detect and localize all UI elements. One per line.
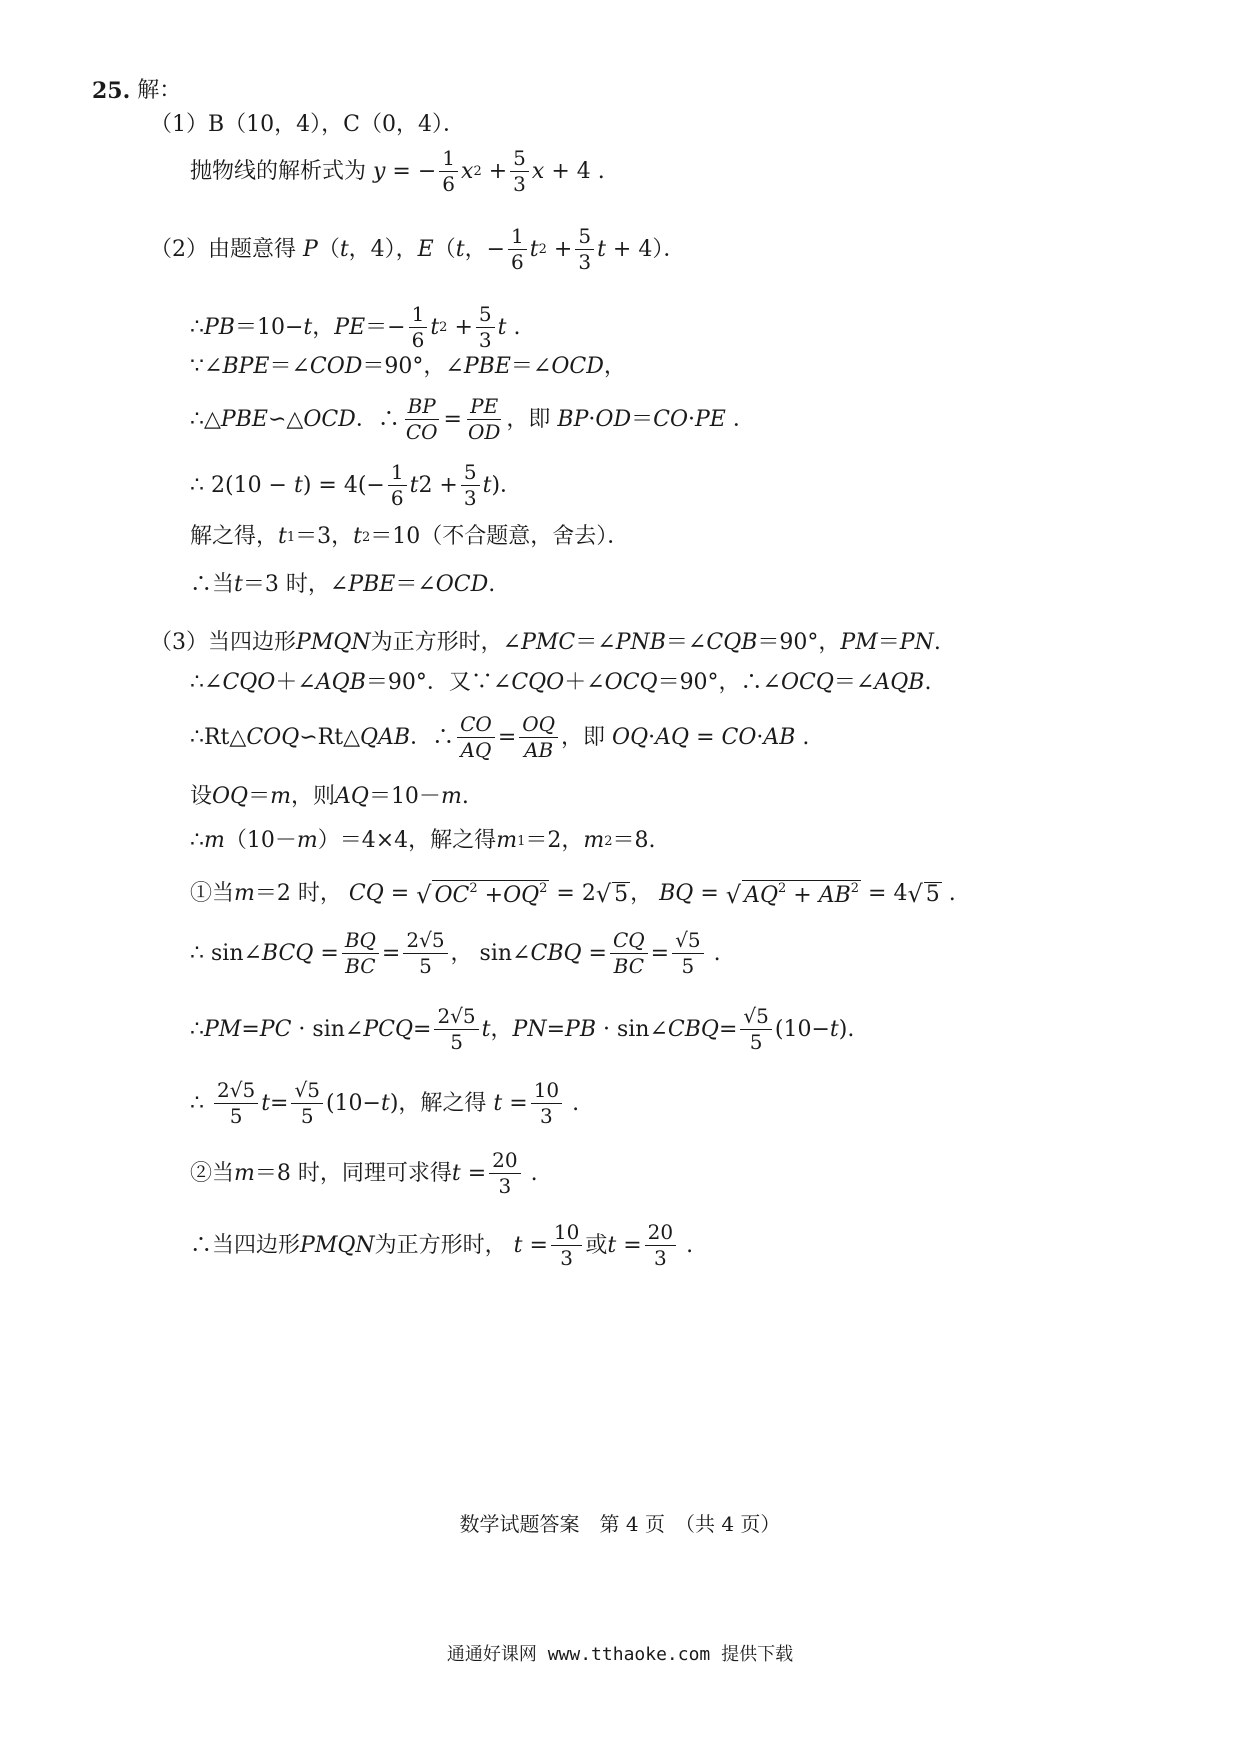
part1-parabola-prefix: 抛物线的解析式为 [190, 158, 367, 184]
download-watermark: 通通好课网 www.tthaoke.com 提供下载 [446, 1644, 794, 1665]
problem-heading: 解： [137, 78, 182, 103]
part2-equation-line: ∴ 2(10 − t ) = 4(− $\frac{1}{6}$ t 2 + $\frac{5}{3}$ t )． [190, 460, 523, 510]
part3-final-line: ∴当四边形 PMQN 为正方形时， t = $\frac{10}{3}$ 或 t = $\frac{20}{3}$ . [190, 1220, 694, 1270]
part3-case1-lengths-line: ①当 m ＝2 时， CQ = √ $OC^2 +OQ^2$ = 2 √ 5 ， BQ = √ $AQ^2 + AB^2$ = 4 √ 5 . [190, 879, 956, 909]
part2-intro-line: （2） 由题意得 P （ t ，4）， E （ t ，− $\frac{1}{6}$ t 2 + $\frac{5}{3}$ t + 4）． [150, 224, 686, 274]
part2-label: （2） [150, 236, 208, 262]
part1-coords-line [150, 114, 465, 136]
part3-set-line: 设 OQ ＝ m ，则 AQ ＝10－ m . [190, 784, 469, 809]
part2-solve-line: 解之得， t 1 ＝3， t 2 ＝10（不合题意，舍去）． [190, 524, 630, 549]
part2-similar-line: ∴△ PBE ∽△ OCD ．∴ $\frac{BP}{CO}$ = $\frac{PE}{OD}$ ，即 BP · OD ＝ CO · PE ． [190, 394, 755, 444]
part3-angles-line: ∴∠ CQO ＋∠ AQB ＝90°．又∵∠ CQO ＋∠ OCQ ＝90°，∴∠ OCQ ＝∠ AQB . [190, 670, 932, 695]
part1-label: （1） [150, 112, 208, 137]
part3-intro-line: （3） 当四边形 PMQN 为正方形时，∠ PMC ＝∠ PNB ＝∠ CQB ＝90°， PM ＝ PN . [150, 630, 941, 655]
problem-header [92, 80, 181, 102]
part3-case2-line: ②当 m ＝8 时，同理可求得 t = $\frac{20}{3}$ . [190, 1148, 538, 1198]
part3-label: （3） [150, 630, 208, 655]
part3-case1-sin-line: ∴ sin∠ BCQ = $\frac{BQ}{BC}$ = $\frac{2√5}{5}$ ， sin∠ CBQ = $\frac{CQ}{BC}$ = $\frac{√5}{5}$ . [190, 928, 721, 978]
page-footer: 数学试题答案 第 4 页 （共 4 页） [459, 1512, 781, 1536]
part2-angles-line: ∵∠ BPE ＝∠ COD ＝90°，∠ PBE ＝∠ OCD ， [190, 354, 626, 379]
part3-similar-line: ∴Rt△ COQ ∽Rt△ QAB ．∴ $\frac{CO}{AQ}$ = $\frac{OQ}{AB}$ ，即 OQ · AQ = CO · AB . [190, 712, 810, 762]
part1-coords: B（10，4），C（0，4）． [208, 112, 465, 137]
part2-pb-pe-line: ∴ PB ＝10− t ， PE ＝− $\frac{1}{6}$ t 2 + $\frac{5}{3}$ t . [190, 302, 521, 352]
part3-case1-pm-pn-line: ∴ PM = PC · sin∠ PCQ = $\frac{2√5}{5}$ t ， PN = PB · sin∠ CBQ = $\frac{√5}{5}$ (10− t ). [190, 1004, 855, 1054]
part1-parabola-line: 抛物线的解析式为 y = − $\frac{1}{6}$ x 2 + $\frac{5}{3}$ x + 4 . [190, 146, 605, 196]
part3-quad-line: ∴ m （10－ m ）＝4×4，解之得 m 1 ＝2， m 2 ＝8. [190, 828, 656, 853]
part3-case1-solve-line: ∴ $\frac{2√5}{5}$ t = $\frac{√5}{5}$ (10− t )，解之得 t = $\frac{10}{3}$ . [190, 1078, 580, 1128]
problem-number: 25. [92, 78, 131, 104]
part2-conclusion-line: ∴当 t ＝3 时，∠ PBE ＝∠ OCD . [190, 572, 496, 597]
